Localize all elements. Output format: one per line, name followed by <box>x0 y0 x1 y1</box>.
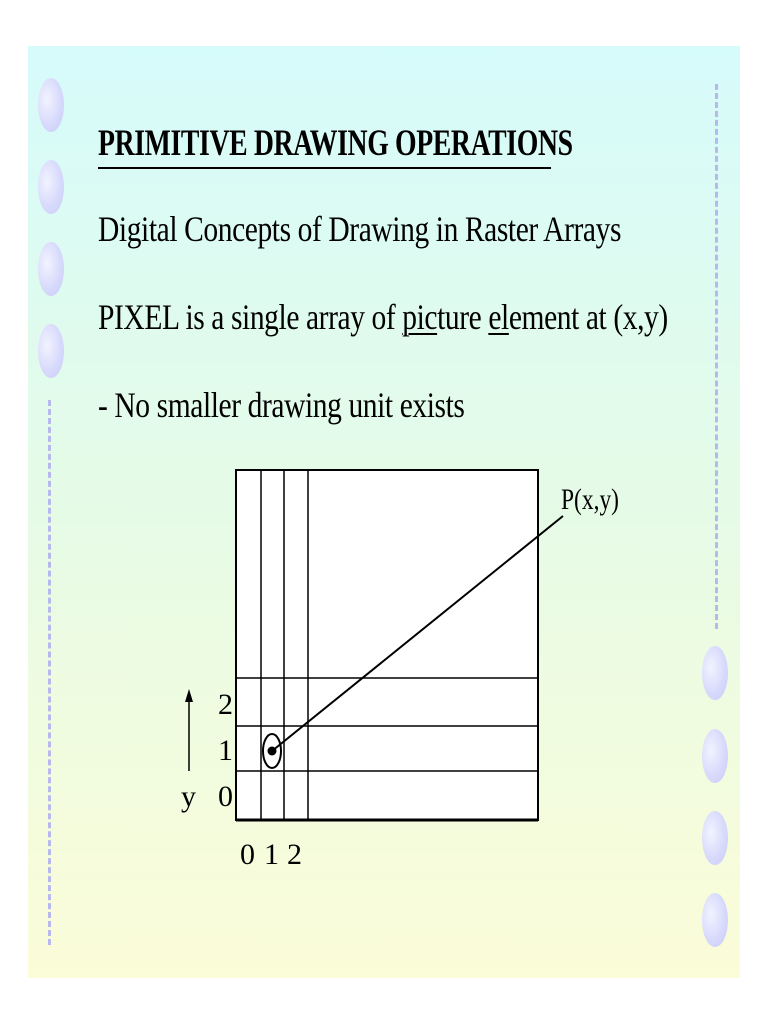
subtitle: Digital Concepts of Drawing in Raster Arrays <box>98 209 622 249</box>
slide-title: PRIMITIVE DRAWING OPERATIONS <box>98 123 573 164</box>
pixel-underline-el: el <box>488 297 509 337</box>
x-tick-2: 2 <box>287 838 302 871</box>
y-axis-label: y <box>181 780 196 813</box>
x-tick-0: 0 <box>240 838 255 871</box>
note-line: - No smaller drawing unit exists <box>98 385 465 425</box>
y-tick-2: 2 <box>218 688 233 721</box>
point-label: P(x,y) <box>561 483 619 516</box>
raster-grid-box <box>236 470 538 820</box>
slide <box>28 46 740 978</box>
pixel-text-3: ement at (x,y) <box>508 297 668 337</box>
y-tick-0: 0 <box>218 780 233 813</box>
y-tick-1: 1 <box>218 734 233 767</box>
raster-diagram <box>28 46 740 978</box>
pixel-text-1: PIXEL is a single array of <box>98 297 403 337</box>
pixel-underline-pic: pic <box>402 297 438 337</box>
x-tick-1: 1 <box>264 838 279 871</box>
pixel-text-2: ture <box>437 297 489 337</box>
y-axis-arrowhead <box>185 689 193 702</box>
